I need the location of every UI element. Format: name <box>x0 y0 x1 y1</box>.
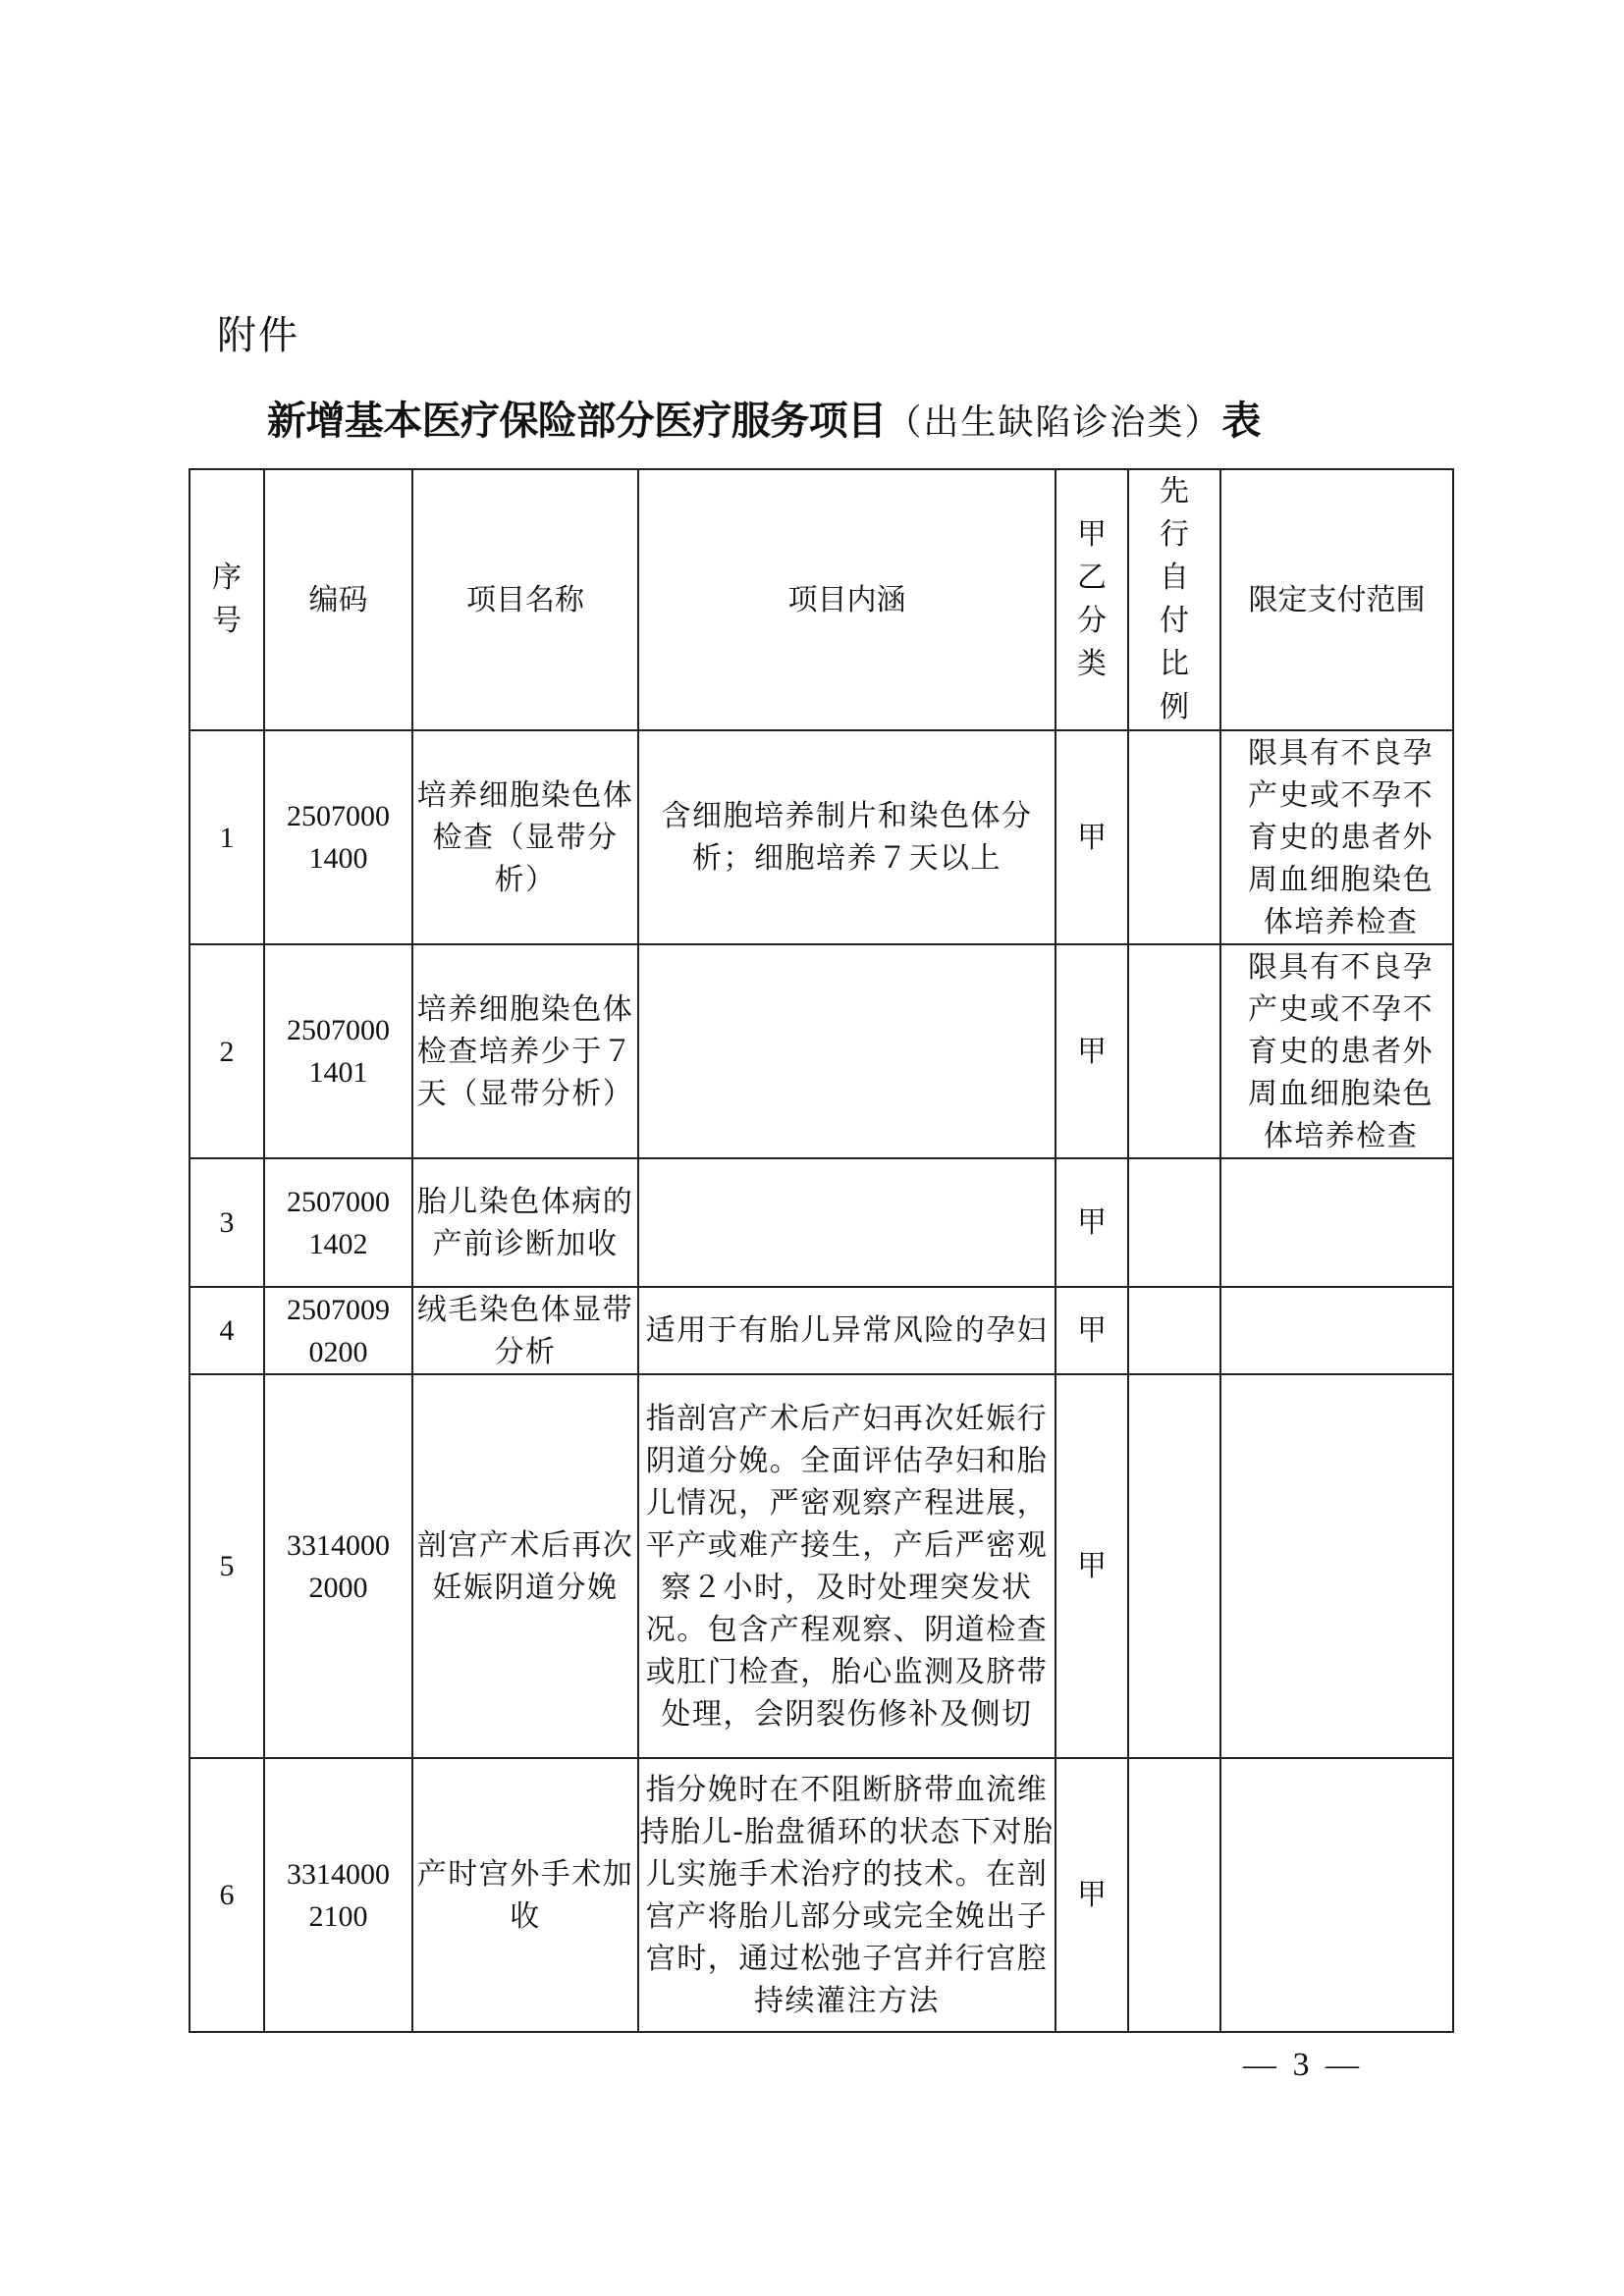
cell-limit <box>1220 1758 1453 2032</box>
services-table <box>189 468 1454 2033</box>
page-number: — 3 — <box>1243 2047 1363 2083</box>
cell-name: 产时宫外手术加收 <box>412 1758 638 2032</box>
cell-self-pay <box>1128 1374 1220 1758</box>
cell-content: 适用于有胎儿异常风险的孕妇 <box>638 1287 1056 1374</box>
cell-self-pay <box>1128 1758 1220 2032</box>
header-limit: 限定支付范围 <box>1220 469 1453 730</box>
table-row <box>189 1287 1453 1374</box>
table-row <box>189 944 1453 1158</box>
cell-category: 甲 <box>1056 1287 1128 1374</box>
cell-seq: 1 <box>189 730 264 944</box>
header-name: 项目名称 <box>412 469 638 730</box>
cell-category: 甲 <box>1056 730 1128 944</box>
cell-seq: 3 <box>189 1158 264 1287</box>
cell-content: 含细胞培养制片和染色体分析；细胞培养７天以上 <box>638 730 1056 944</box>
cell-self-pay <box>1128 1287 1220 1374</box>
cell-code: 3314000 2000 <box>264 1374 412 1758</box>
cell-code: 2507000 1401 <box>264 944 412 1158</box>
header-self-pay: 先行自付比例 <box>1128 469 1220 730</box>
cell-name: 培养细胞染色体检查培养少于７天（显带分析） <box>412 944 638 1158</box>
cell-seq: 2 <box>189 944 264 1158</box>
cell-limit: 限具有不良孕产史或不孕不育史的患者外周血细胞染色体培养检查 <box>1220 944 1453 1158</box>
header-seq: 序号 <box>189 469 264 730</box>
table-row <box>189 1758 1453 2032</box>
cell-code: 2507009 0200 <box>264 1287 412 1374</box>
cell-code: 2507000 1402 <box>264 1158 412 1287</box>
title-main: 新增基本医疗保险部分医疗服务项目 <box>267 398 887 444</box>
title-sub: （出生缺陷诊治类） <box>886 402 1222 443</box>
cell-content <box>638 944 1056 1158</box>
cell-self-pay <box>1128 730 1220 944</box>
cell-seq: 4 <box>189 1287 264 1374</box>
header-content: 项目内涵 <box>638 469 1056 730</box>
header-category: 甲乙分类 <box>1056 469 1128 730</box>
cell-content: 指剖宫产术后产妇再次妊娠行阴道分娩。全面评估孕妇和胎儿情况，严密观察产程进展，平产或难产接生，产后严密观察２小时，及时处理突发状况。包含产程观察、阴道检查或肛门检查，胎心监测及脐带处理，会阴裂伤修补及侧切 <box>638 1374 1056 1758</box>
cell-limit <box>1220 1374 1453 1758</box>
cell-self-pay <box>1128 1158 1220 1287</box>
table-row <box>189 730 1453 944</box>
cell-content <box>638 1158 1056 1287</box>
cell-limit <box>1220 1158 1453 1287</box>
cell-code: 2507000 1400 <box>264 730 412 944</box>
cell-name: 培养细胞染色体检查（显带分析） <box>412 730 638 944</box>
header-code: 编码 <box>264 469 412 730</box>
cell-limit <box>1220 1287 1453 1374</box>
cell-seq: 6 <box>189 1758 264 2032</box>
title-suffix: 表 <box>1221 398 1261 444</box>
attachment-label: 附件 <box>217 313 299 358</box>
table-header-row <box>189 469 1453 730</box>
cell-code: 3314000 2100 <box>264 1758 412 2032</box>
table-row <box>189 1374 1453 1758</box>
cell-name: 胎儿染色体病的产前诊断加收 <box>412 1158 638 1287</box>
cell-content: 指分娩时在不阻断脐带血流维持胎儿-胎盘循环的状态下对胎儿实施手术治疗的技术。在剖宫产将胎儿部分或完全娩出子宫时，通过松弛子宫并行宫腔持续灌注方法 <box>638 1758 1056 2032</box>
cell-limit: 限具有不良孕产史或不孕不育史的患者外周血细胞染色体培养检查 <box>1220 730 1453 944</box>
cell-category: 甲 <box>1056 944 1128 1158</box>
cell-name: 绒毛染色体显带分析 <box>412 1287 638 1374</box>
cell-category: 甲 <box>1056 1758 1128 2032</box>
cell-self-pay <box>1128 944 1220 1158</box>
cell-seq: 5 <box>189 1374 264 1758</box>
cell-name: 剖宫产术后再次妊娠阴道分娩 <box>412 1374 638 1758</box>
document-title <box>267 395 1386 450</box>
table-row <box>189 1158 1453 1287</box>
cell-category: 甲 <box>1056 1158 1128 1287</box>
cell-category: 甲 <box>1056 1374 1128 1758</box>
